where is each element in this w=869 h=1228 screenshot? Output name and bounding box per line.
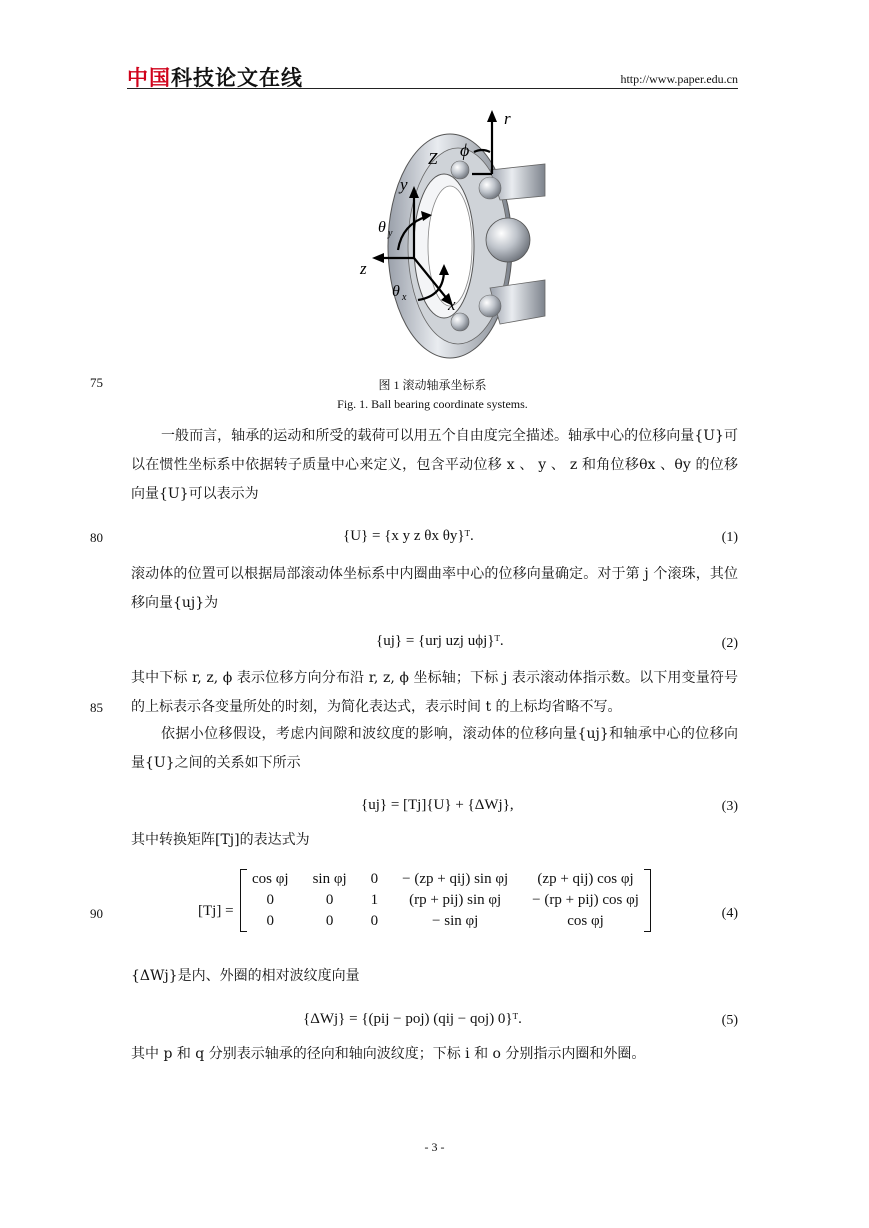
matrix-row	[240, 869, 651, 890]
matrix-cell: (zp + qij) cos φj	[537, 871, 634, 887]
matrix-cell: 0	[325, 913, 334, 929]
axis-label-theta-x: θ	[392, 283, 400, 300]
matrix-row	[240, 911, 651, 932]
axis-label-y: y	[400, 175, 408, 194]
paragraph: {ΔWj}是内、外圈的相对波纹度向量	[131, 968, 360, 984]
matrix-cell: 0	[325, 892, 334, 908]
equation-4-lhs: [Tj] =	[198, 903, 234, 919]
matrix-cell: 1	[370, 892, 379, 908]
equation-4-matrix	[240, 869, 651, 932]
paragraph: 其中 p 和 q 分别表示轴承的径向和轴向波纹度；下标 i 和 o 分别指示内圈和外圈。	[131, 1046, 646, 1062]
matrix-cell: − (rp + pij) cos φj	[532, 892, 639, 908]
equation-2: {uj} = {urj uzj uϕj}ᵀ.	[376, 633, 504, 649]
equation-number: (4)	[721, 906, 738, 921]
matrix-row	[240, 890, 651, 911]
matrix-cell: cos φj	[567, 913, 604, 929]
matrix-cell: sin φj	[312, 871, 347, 887]
matrix-cell: 0	[370, 871, 379, 887]
equation-number: (5)	[721, 1013, 738, 1028]
page-number: - 3 -	[424, 1140, 445, 1154]
line-number: 85	[90, 700, 103, 715]
equation-3: {uj} = [Tj]{U} + {ΔWj},	[361, 797, 514, 813]
line-number: 75	[90, 375, 103, 390]
paragraph: 其中转换矩阵[Tj]的表达式为	[131, 832, 310, 848]
equation-number: (2)	[721, 636, 738, 651]
matrix-cell: 0	[266, 892, 275, 908]
matrix-cell: 0	[370, 913, 379, 929]
line-number: 80	[90, 530, 103, 545]
axis-label-phi: ϕ	[460, 140, 470, 160]
axis-label-theta-y-sub: y	[388, 228, 393, 239]
header-url: http://www.paper.edu.cn	[620, 72, 738, 86]
bearing-figure	[340, 100, 560, 362]
axis-label-z: z	[360, 259, 367, 278]
figure-caption-en: Fig. 1. Ball bearing coordinate systems.	[337, 397, 528, 411]
equation-number: (1)	[721, 530, 738, 545]
equation-number: (3)	[721, 799, 738, 814]
axis-label-theta-y: θ	[378, 219, 386, 236]
equation-5: {ΔWj} = {(pij − poj) (qij − qoj) 0}ᵀ.	[303, 1011, 522, 1027]
paragraph: 其中下标 r, z, ϕ 表示位移方向分布沿 r, z, ϕ 坐标轴；下标 j 表示滚动体指示数。以下用变量符号的上标表示各变量所处的时刻，为简化表达式，表示时间 t 的上标均省略不写。	[131, 670, 738, 715]
matrix-cell: cos φj	[252, 871, 289, 887]
paragraph: 一般而言，轴承的运动和所受的载荷可以用五个自由度完全描述。轴承中心的位移向量{U}可以在惯性坐标系中依据转子质量中心来定义，包含平动位移 x 、 y 、 z 和角位移θx 、θy 的位移向量{U}可以表示为	[131, 428, 738, 502]
matrix-cell: (rp + pij) sin φj	[409, 892, 502, 908]
journal-logo: 中国科技论文在线	[127, 66, 303, 90]
matrix-table	[240, 869, 651, 932]
matrix-cell: − (zp + qij) sin φj	[402, 871, 509, 887]
matrix-cell: 0	[266, 913, 275, 929]
figure-caption-cn: 图 1 滚动轴承坐标系	[378, 378, 487, 392]
axis-label-r: r	[504, 109, 511, 128]
axis-label-x: x	[448, 295, 456, 314]
paragraph: 滚动体的位置可以根据局部滚动体坐标系中内圈曲率中心的位移向量确定。对于第 j 个滚珠，其位移向量{uj}为	[131, 566, 738, 611]
matrix-cell: − sin φj	[432, 913, 479, 929]
bearing-body	[388, 134, 545, 358]
axis-label-Z: Z	[428, 149, 438, 168]
paragraph: 依据小位移假设，考虑内间隙和波纹度的影响，滚动体的位移向量{uj}和轴承中心的位移向量{U}之间的关系如下所示	[131, 726, 738, 771]
equation-1: {U} = {x y z θx θy}ᵀ.	[343, 528, 474, 544]
axis-label-theta-x-sub: x	[402, 292, 407, 303]
line-number: 90	[90, 906, 103, 921]
header-divider	[127, 88, 738, 89]
